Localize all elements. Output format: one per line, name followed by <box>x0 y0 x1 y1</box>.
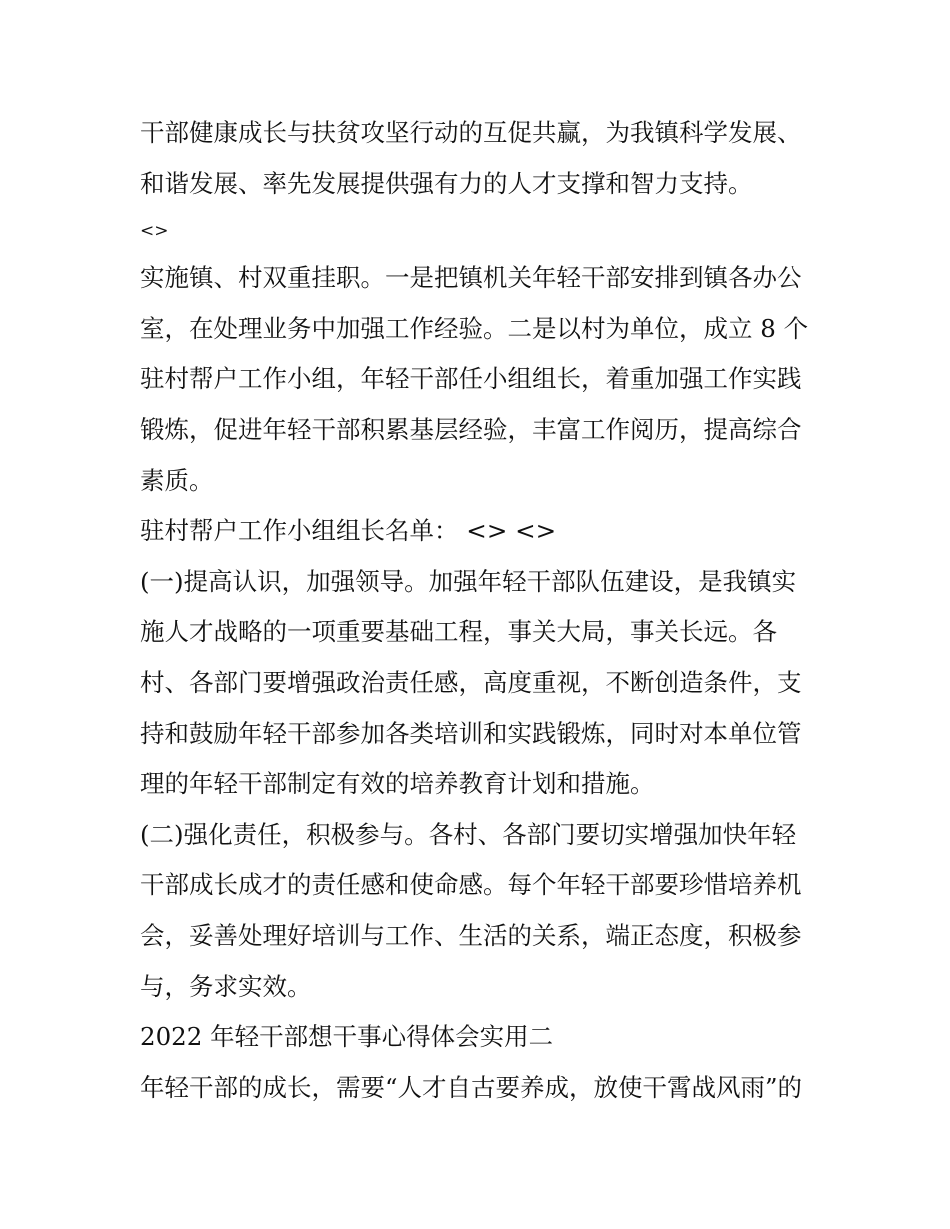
document-body <box>140 108 820 1113</box>
text-line: 村、各部门要增强政治责任感，高度重视，不断创造条件，支 <box>140 667 802 697</box>
text-line: 干部健康成长与扶贫攻坚行动的互促共赢，为我镇科学发展、 <box>140 118 802 147</box>
markup-placeholder: <> <box>140 221 169 242</box>
text-line: 和谐发展、率先发展提供强有力的人才支撑和智力支持。 <box>140 168 753 198</box>
text-line: (一)提高认识，加强领导。加强年轻干部队伍建设，是我镇实 <box>140 566 797 596</box>
text-line: (二)强化责任，积极参与。各村、各部门要切实增强加快年轻 <box>140 819 797 849</box>
list-heading: 驻村帮户工作小组组长名单： <> <> <box>140 516 557 546</box>
text-line: 室，在处理业务中加强工作经验。二是以村为单位，成立 8 个 <box>140 313 809 343</box>
text-line: 与，务求实效。 <box>140 971 312 1001</box>
text-line: 理的年轻干部制定有效的培养教育计划和措施。 <box>140 769 655 799</box>
text-line: 施人才战略的一项重要基础工程，事关大局，事关长远。各 <box>140 617 777 647</box>
text-line: 年轻干部的成长，需要“人才自古要养成，放使干霄战风雨”的 <box>140 1072 803 1102</box>
text-line: 驻村帮户工作小组，年轻干部任小组组长，着重加强工作实践 <box>140 364 802 394</box>
section-title: 2022 年轻干部想干事心得体会实用二 <box>140 1022 554 1052</box>
text-line: 锻炼，促进年轻干部积累基层经验，丰富工作阅历，提高综合 <box>140 414 802 444</box>
text-line: 会，妥善处理好培训与工作、生活的关系，端正态度，积极参 <box>140 920 802 950</box>
text-line: 素质。 <box>140 465 214 495</box>
text-line: 实施镇、村双重挂职。一是把镇机关年轻干部安排到镇各办公 <box>140 263 802 293</box>
text-line: 持和鼓励年轻干部参加各类培训和实践锻炼，同时对本单位管 <box>140 718 802 748</box>
text-line: 干部成长成才的责任感和使命感。每个年轻干部要珍惜培养机 <box>140 870 802 900</box>
